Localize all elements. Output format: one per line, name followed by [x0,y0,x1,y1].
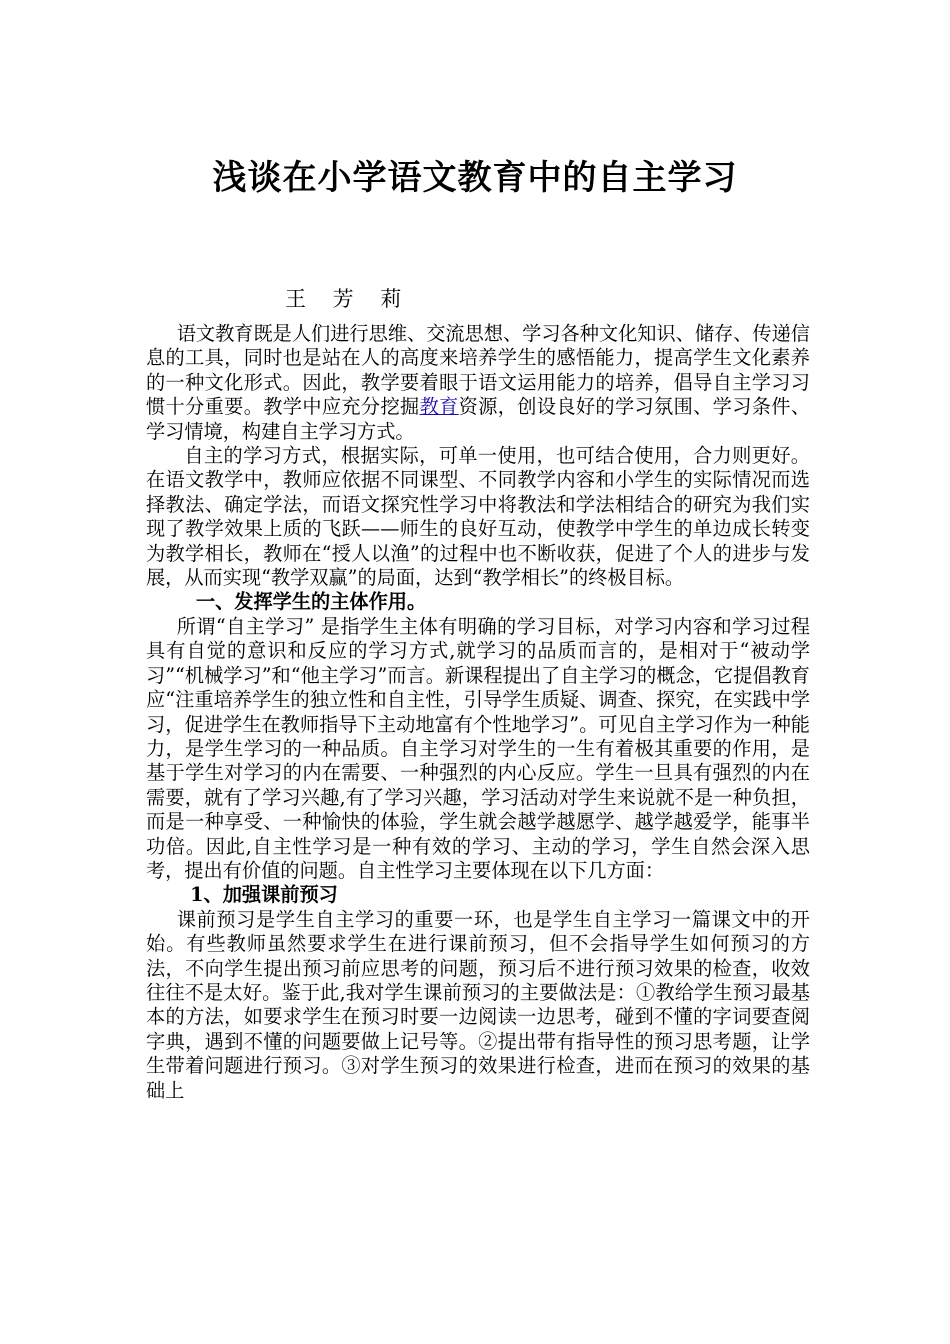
section-heading-1: 一、发挥学生的主体作用。 [195,590,427,614]
education-link[interactable]: 教育 [419,395,459,419]
paragraph-learning-methods: 自主的学习方式，根据实际，可单一使用，也可结合使用，合力则更好。在语文教学中，教师应依据不同课型、不同教学内容和小学生的实际情况而选择教法、确定学法，而语文探究性学习中将教法和学法相结合的研究为我们实现了教学效果上质的飞跃——师生的良好互动，使教学中学生的单边成长转变为教学相长，教师在“授人以渔”的过程中也不断收获，促进了个人的进步与发展，从而实现“教学双赢”的局面，达到“教学相长”的终极目标。 [146,444,810,590]
paragraph-self-learning: 所谓“自主学习” 是指学生主体有明确的学习目标，对学习内容和学习过程具有自觉的意识和反应的学习方式,就学习的品质而言的，是相对于“被动学习”“机械学习”和“他主学习”而言。新课程提出了自主学习的概念，它提倡教育应“注重培养学生的独立性和自主性，引导学生质疑、调查、探究，在实践中学习，促进学生在教师指导下主动地富有个性地学习”。可见自主学习作为一种能力，是学生学习的一种品质。自主学习对学生的一生有着极其重要的作用，是基于学生对学习的内在需要、一种强烈的内心反应。学生一旦具有强烈的内在需要，就有了学习兴趣,有了学习兴趣，学习活动对学生来说就不是一种负担，而是一种享受、一种愉快的体验，学生就会越学越愿学、越学越爱学，能事半功倍。因此,自主性学习是一种有效的学习、主动的学习，学生自然会深入思考，提出有价值的问题。自主性学习主要体现在以下几方面： [146,614,810,882]
paragraph-intro [146,322,810,444]
paragraph-intro-text-a: 语文教育既是人们进行思维、交流思想、学习各种文化知识、储存、传递信息的工具，同时也是站在人的高度来培养学生的感悟能力，提高学生文化素养的一种文化形式。因此，教学要着眼于语文运用能力的培养，倡导自主学习习惯十分重要。教学中应充分挖掘 [146,322,810,419]
author-name: 王 芳 莉 [285,287,412,311]
document-title: 浅谈在小学语文教育中的自主学习 [212,158,738,198]
article-body [146,322,810,1103]
paragraph-intro-text-b: 资源，创设良好的学习氛围、学习条件、学习情境，构建自主学习方式。 [146,395,811,443]
subsection-heading-1: 1、加强课前预习 [190,883,338,907]
paragraph-preview: 课前预习是学生自主学习的重要一环，也是学生自主学习一篇课文中的开始。有些教师虽然要求学生在进行课前预习，但不会指导学生如何预习的方法，不向学生提出预习前应思考的问题，预习后不进行预习效果的检查，收效往往不是太好。鉴于此,我对学生课前预习的主要做法是：①教给学生预习最基本的方法，如要求学生在预习时要一边阅读一边思考，碰到不懂的字词要查阅字典，遇到不懂的问题要做上记号等。②提出带有指导性的预习思考题，让学生带着问题进行预习。③对学生预习的效果进行检查，进而在预习的效果的基础上 [146,907,810,1102]
